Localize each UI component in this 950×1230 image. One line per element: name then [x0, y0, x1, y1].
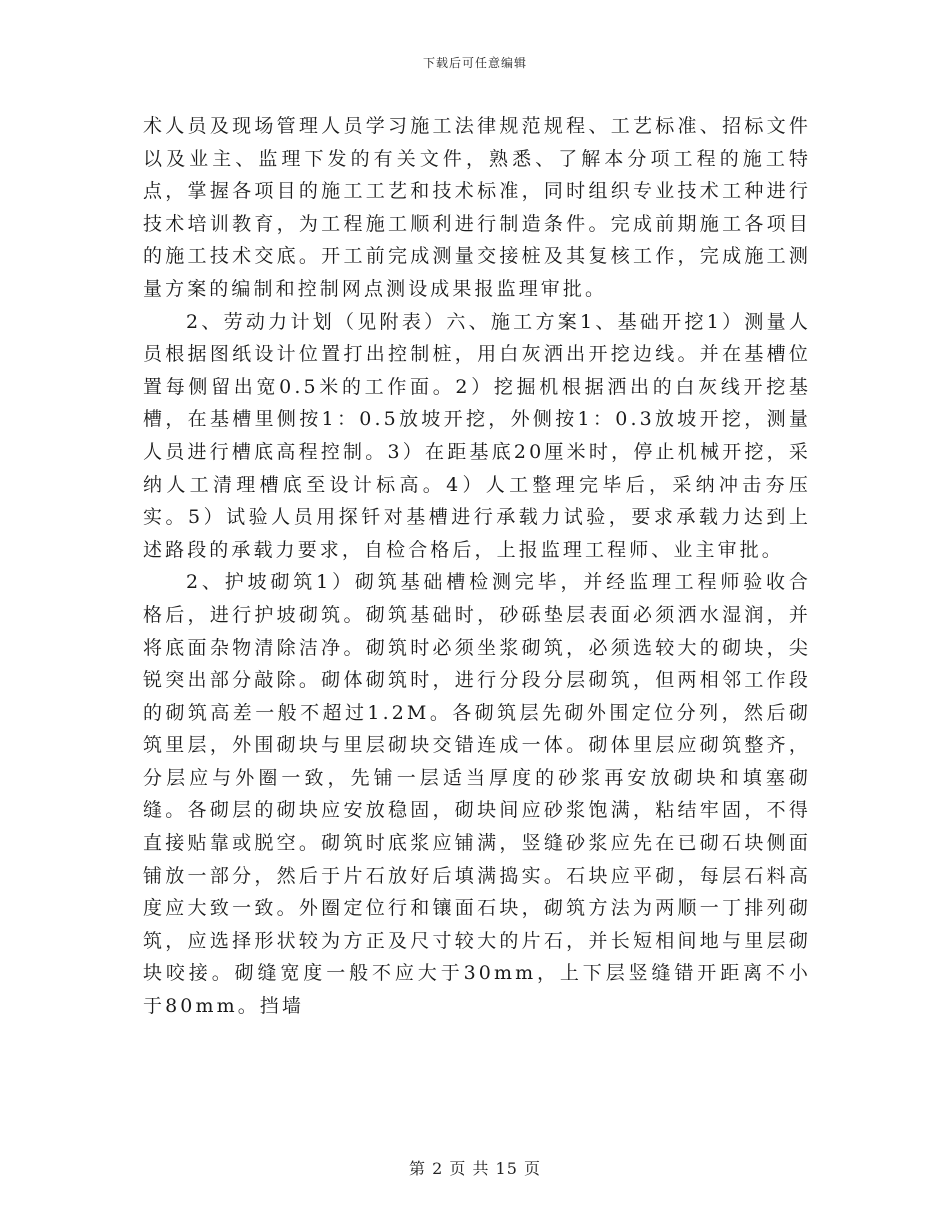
paragraph-continued: 术人员及现场管理人员学习施工法律规范规程、工艺标准、招标文件以及业主、监理下发的有关文件，熟悉、了解本分项工程的施工特点，掌握各项目的施工工艺和技术标准，同时组织专业技术工种进行技术培训教育，为工程施工顺利进行制造条件。完成前期施工各项目的施工技术交底。开工前完成测量交接桩及其复核工作，完成施工测量方案的编制和控制网点测设成果报监理审批。: [143, 115, 811, 300]
page-footer: 第 2 页 共 15 页: [409, 1159, 541, 1178]
paragraph-labor-plan-excavation: 2、劳动力计划（见附表）六、施工方案1、基础开挖1）测量人员根据图纸设计位置打出控制桩，用白灰洒出开挖边线。并在基槽位置每侧留出宽0.5米的工作面。2）挖掘机根据洒出的白灰线开挖基槽，在基槽里侧按1：0.5放坡开挖，外侧按1：0.3放坡开挖，测量人员进行槽底高程控制。3）在距基底20厘米时，停止机械开挖，采纳人工清理槽底至设计标高。4）人工整理完毕后，采纳冲击夯压实。5）试验人员用探钎对基槽进行承载力试验，要求承载力达到上述路段的承载力要求，自检合格后，上报监理工程师、业主审批。: [143, 310, 811, 561]
page-header: 下载后可任意编辑: [422, 56, 527, 70]
document-body: [143, 110, 811, 1023]
paragraph-slope-masonry: 2、护坡砌筑1）砌筑基础槽检测完毕，并经监理工程师验收合格后，进行护坡砌筑。砌筑基础时，砂砾垫层表面必须洒水湿润，并将底面杂物清除洁净。砌筑时必须坐浆砌筑，必须选较大的砌块，尖锐突出部分敲除。砌体砌筑时，进行分段分层砌筑，但两相邻工作段的砌筑高差一般不超过1.2M。各砌筑层先砌外围定位分列，然后砌筑里层，外围砌块与里层砌块交错连成一体。砌体里层应砌筑整齐，分层应与外圈一致，先铺一层适当厚度的砂浆再安放砌块和填塞砌缝。各砌层的砌块应安放稳固，砌块间应砂浆饱满，粘结牢固，不得直接贴靠或脱空。砌筑时底浆应铺满，竖缝砂浆应先在已砌石块侧面铺放一部分，然后于片石放好后填满捣实。石块应平砌，每层石料高度应大致一致。外圈定位行和镶面石块，砌筑方法为两顺一丁排列砌筑，应选择形状较为方正及尺寸较大的片石，并长短相间地与里层砌块咬接。砌缝宽度一般不应大于30mm，上下层竖缝错开距离不小于80mm。挡墙: [143, 571, 811, 1018]
